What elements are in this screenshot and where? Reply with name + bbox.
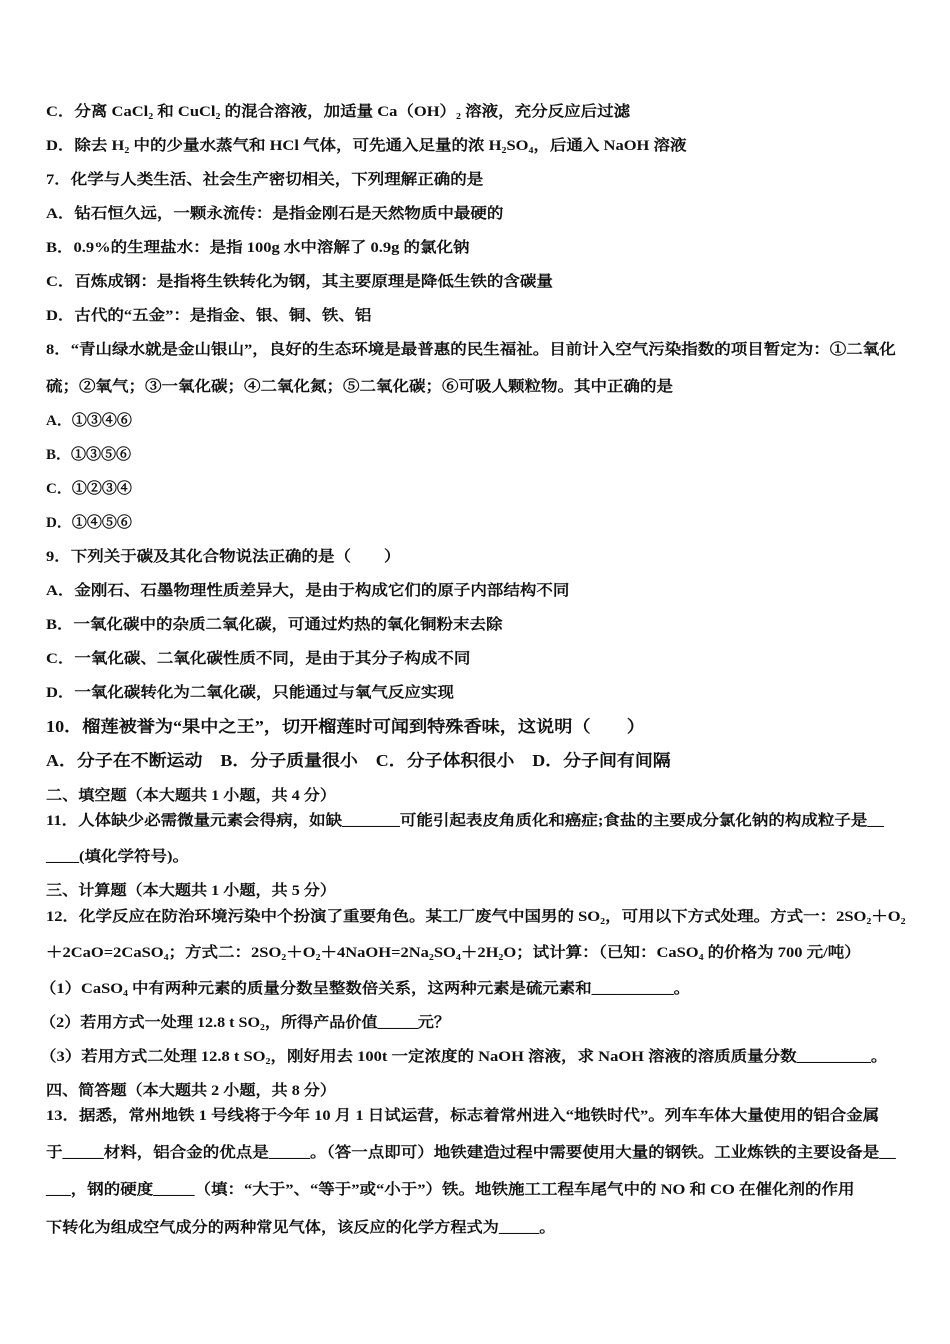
q13-stem-cont-2: ___，钢的硬度_____（填：“大于”、“等于”或“小于”）铁。地铁施工工程车尾气中的 NO 和 CO 在催化剂的作用: [46, 1182, 855, 1198]
q12-stem-cont: ＋2CaO=2CaSO₄；方式二：2SO₂＋O₂＋4NaOH=2Na₂SO₄＋2H₂O；试计算：（已知：CaSO₄ 的价格为 700 元/吨）: [46, 945, 861, 961]
q9-option-a: A．金刚石、石墨物理性质差异大，是由于构成它们的原子内部结构不同: [46, 583, 570, 599]
q9-option-b: B．一氧化碳中的杂质二氧化碳，可通过灼热的氧化铜粉末去除: [46, 617, 503, 633]
q12-part-1: （1）CaSO₄ 中有两种元素的质量分数呈整数倍关系，这两种元素是硫元素和__________。: [40, 981, 691, 997]
section-4-heading: 四、简答题（本大题共 2 小题，共 8 分）: [46, 1083, 337, 1099]
q9-option-d: D．一氧化碳转化为二氧化碳，只能通过与氧气反应实现: [46, 685, 454, 701]
q8-option-c: C．①②③④: [46, 481, 132, 497]
q8-option-b: B．①③⑤⑥: [46, 447, 132, 463]
q11-stem-cont: ____(填化学符号)。: [46, 849, 189, 865]
q8-option-d: D．①④⑤⑥: [46, 515, 132, 531]
q10-stem: 10．榴莲被誉为“果中之王”，切开榴莲时可闻到特殊香味，这说明（ ）: [46, 717, 645, 736]
q7-option-d: D．古代的“五金”：是指金、银、铜、铁、铝: [46, 308, 372, 324]
q9-stem: 9．下列关于碳及其化合物说法正确的是（ ）: [46, 549, 401, 565]
q9-option-c: C．一氧化碳、二氧化碳性质不同，是由于其分子构成不同: [46, 651, 471, 667]
q6-option-c: C．分离 CaCl₂ 和 CuCl₂ 的混合溶液，加适量 Ca（OH）₂ 溶液，充分反应后过滤: [46, 104, 631, 120]
q13-stem-cont-1: 于_____材料，铝合金的优点是_____。（答一点即可）地铁建造过程中需要使用大量的钢铁。工业炼铁的主要设备是__: [46, 1145, 896, 1161]
q12-part-3: （3）若用方式二处理 12.8 t SO₂，刚好用去 100t 一定浓度的 NaOH 溶液，求 NaOH 溶液的溶质质量分数_________。: [40, 1049, 888, 1065]
q6-option-d: D．除去 H₂ 中的少量水蒸气和 HCl 气体，可先通入足量的浓 H₂SO₄，后通入 NaOH 溶液: [46, 138, 687, 154]
q7-option-a: A．钻石恒久远，一颗永流传：是指金刚石是天然物质中最硬的: [46, 206, 504, 222]
q11-stem: 11．人体缺少必需微量元素会得病，如缺_______可能引起表皮角质化和癌症;食盐的主要成分氯化钠的构成粒子是__: [46, 813, 884, 829]
q13-stem: 13．据悉，常州地铁 1 号线将于今年 10 月 1 日试运营，标志着常州进入“地铁时代”。列车车体大量使用的铝合金属: [46, 1108, 880, 1124]
section-2-heading: 二、填空题（本大题共 1 小题，共 4 分）: [46, 788, 337, 804]
q10-options: A．分子在不断运动 B．分子质量很小 C．分子体积很小 D．分子间有间隔: [46, 751, 671, 770]
q7-option-b: B．0.9%的生理盐水：是指 100g 水中溶解了 0.9g 的氯化钠: [46, 240, 470, 256]
q8-option-a: A．①③④⑥: [46, 413, 132, 429]
q12-part-2: （2）若用方式一处理 12.8 t SO₂，所得产品价值_____元？: [40, 1015, 451, 1031]
q7-stem: 7．化学与人类生活、社会生产密切相关，下列理解正确的是: [46, 172, 484, 188]
q7-option-c: C．百炼成钢：是指将生铁转化为钢，其主要原理是降低生铁的含碳量: [46, 274, 553, 290]
section-3-heading: 三、计算题（本大题共 1 小题，共 5 分）: [46, 883, 337, 899]
q13-stem-cont-3: 下转化为组成空气成分的两种常见气体，该反应的化学方程式为_____。: [46, 1220, 556, 1236]
q12-stem: 12．化学反应在防治环境污染中个扮演了重要角色。某工厂废气中国男的 SO₂，可用以下方式处理。方式一：2SO₂＋O₂: [46, 909, 906, 925]
q8-stem-cont: 硫；②氧气；③一氧化碳；④二氧化氮；⑤二氧化碳；⑥可吸人颗粒物。其中正确的是: [46, 379, 674, 395]
q8-stem: 8．“青山绿水就是金山银山”，良好的生态环境是最普惠的民生福祉。目前计入空气污染指数的项目暂定为：①二氧化: [46, 342, 896, 358]
